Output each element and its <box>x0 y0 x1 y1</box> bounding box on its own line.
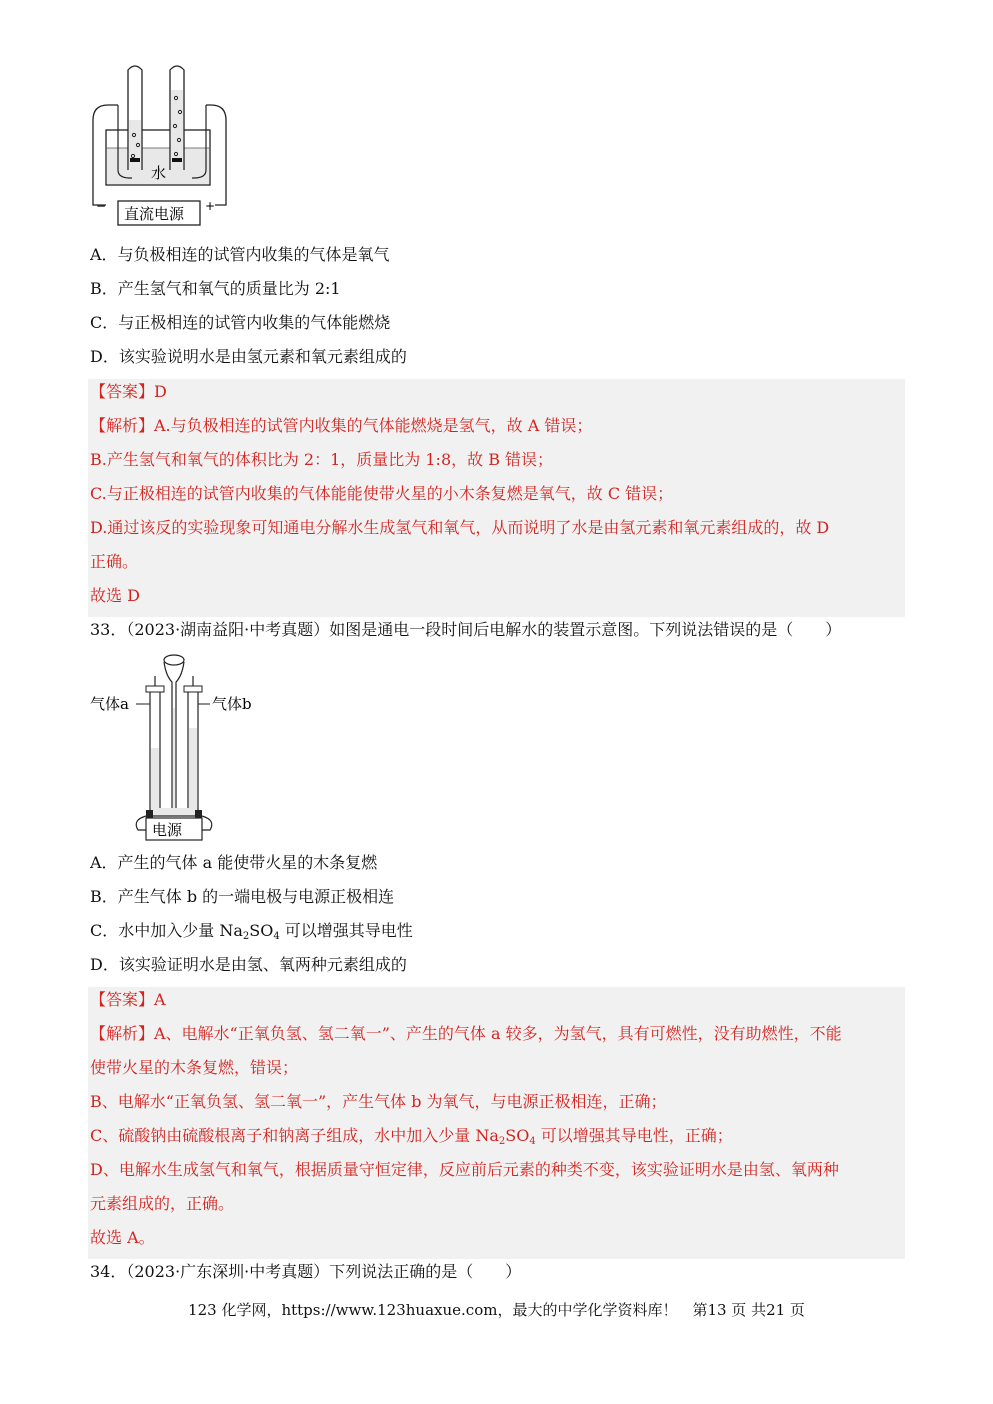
q33-conclusion: 故选 A。 <box>90 1228 155 1247</box>
q34-stem: 34．（2023·广东深圳·中考真题）下列说法正确的是（ ） <box>90 1262 522 1281</box>
q33-option-a: A．产生的气体 a 能使带火星的木条复燃 <box>90 853 378 872</box>
q33-option-c: C．水中加入少量 $Na_2SO_4$ 可以增强其导电性 <box>90 921 413 942</box>
gas-b-label: 气体b <box>212 695 252 713</box>
q32-analysis-line: C.与正极相连的试管内收集的气体能能使带火星的小木条复燃是氧气，故 C 错误； <box>90 484 674 503</box>
q33-analysis-line: 元素组成的，正确。 <box>90 1194 235 1213</box>
minus-sign: − <box>96 199 107 213</box>
electrolysis-diagram-2 <box>88 648 268 843</box>
q33-analysis-line: 使带火星的木条复燃，错误； <box>90 1058 299 1077</box>
power-label: 电源 <box>152 821 183 839</box>
q33-answer: 【答案】A <box>90 990 166 1009</box>
q32-analysis-line: 【解析】A.与负极相连的试管内收集的气体能燃烧是氢气，故 A 错误； <box>90 416 593 435</box>
q32-option-c: C．与正极相连的试管内收集的气体能燃烧 <box>90 313 391 332</box>
q33-option-b: B．产生气体 b 的一端电极与电源正极相连 <box>90 887 395 906</box>
q32-analysis-line: B.产生氢气和氧气的体积比为 2：1，质量比为 1:8，故 B 错误； <box>90 450 554 469</box>
q32-analysis-line: D.通过该反的实验现象可知通电分解水生成氢气和氧气，从而说明了水是由氢元素和氧元素组成的，故 D <box>90 518 830 537</box>
water-label: 水 <box>151 164 167 182</box>
q32-option-a: A．与负极相连的试管内收集的气体是氧气 <box>90 245 390 264</box>
q33-analysis-line: 【解析】A、电解水“正氧负氢、氢二氧一”、产生的气体 a 较多，为氢气，具有可燃性，没有助燃性，不能 <box>90 1024 842 1043</box>
q32-analysis-line: 正确。 <box>90 552 139 571</box>
q32-answer: 【答案】D <box>90 382 167 401</box>
q33-analysis-line: D、电解水生成氢气和氧气，根据质量守恒定律，反应前后元素的种类不变，该实验证明水是由氢、氧两种 <box>90 1160 839 1179</box>
q33-analysis-line: B、电解水“正氧负氢、氢二氧一”，产生气体 b 为氧气，与电源正极相连，正确； <box>90 1092 667 1111</box>
q32-option-d: D．该实验说明水是由氢元素和氧元素组成的 <box>90 347 407 366</box>
q33-analysis-line: C、硫酸钠由硫酸根离子和钠离子组成，水中加入少量 $Na_2SO_4$ 可以增强其导电性，正确； <box>90 1126 733 1147</box>
q32-option-b: B．产生氢气和氧气的质量比为 2:1 <box>90 279 341 298</box>
electrolysis-diagram-1 <box>88 60 233 230</box>
page-footer: 123 化学网，https://www.123huaxue.com，最大的中学化学资料库！ 第13 页 共21 页 <box>188 1301 805 1319</box>
gas-a-label: 气体a <box>90 695 129 713</box>
plus-sign: + <box>205 199 216 213</box>
q32-conclusion: 故选 D <box>90 586 140 605</box>
power-supply-label: 直流电源 <box>124 205 185 223</box>
q33-option-d: D．该实验证明水是由氢、氧两种元素组成的 <box>90 955 407 974</box>
q33-stem: 33．（2023·湖南益阳·中考真题）如图是通电一段时间后电解水的装置示意图。下列说法错误的是（ ） <box>90 620 842 639</box>
